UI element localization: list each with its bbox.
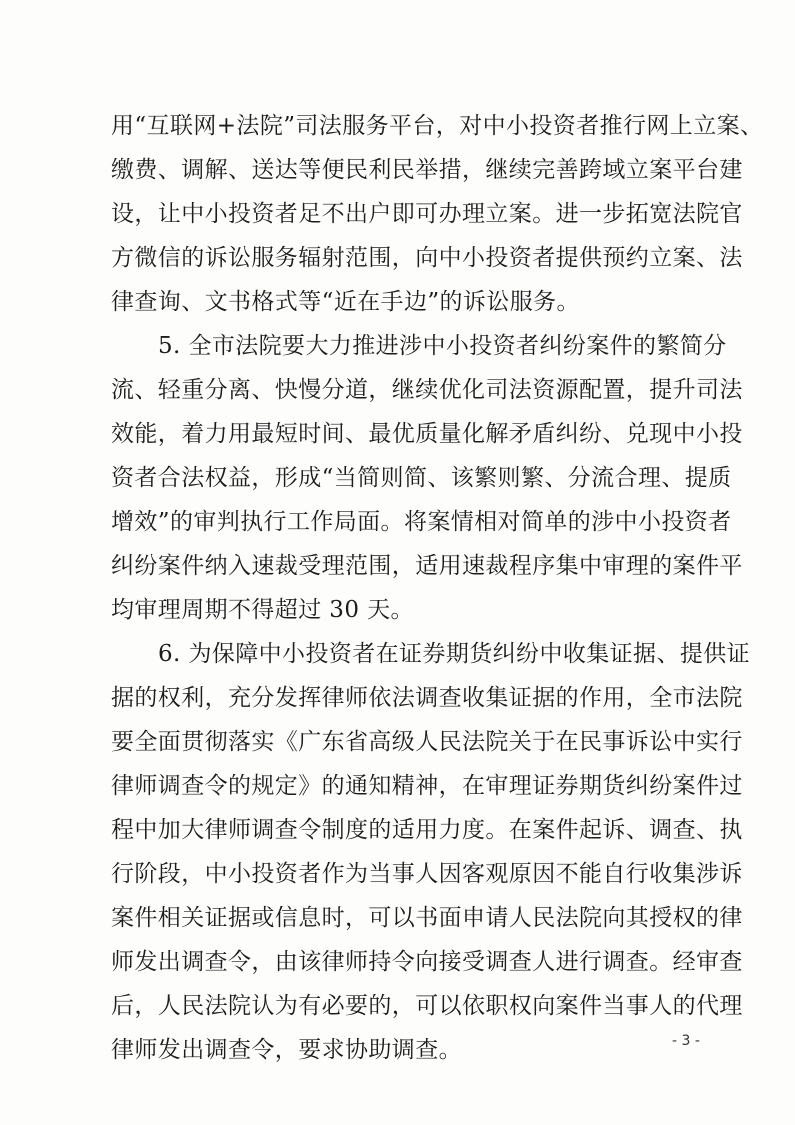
text-line-16: 律师调查令的规定》的通知精神，在审理证券期货纠纷案件过 <box>111 773 743 799</box>
text-line-20: 师发出调查令，由该律师持令向接受调查人进行调查。经审查 <box>111 949 743 975</box>
text-line-1: 用“互联网+法院”司法服务平台，对中小投资者推行网上立案、 <box>111 113 764 139</box>
text-line-11: 纠纷案件纳入速裁受理范围，适用速裁程序集中审理的案件平 <box>111 553 743 579</box>
text-line-9: 资者合法权益，形成“当简则简、该繁则繁、分流合理、提质 <box>111 465 732 491</box>
text-line-15: 要全面贯彻落实《广东省高级人民法院关于在民事诉讼中实行 <box>111 729 743 755</box>
text-line-4: 方微信的诉讼服务辐射范围，向中小投资者提供预约立案、法 <box>111 245 743 271</box>
text-line-22: 律师发出调查令，要求协助调查。 <box>111 1037 462 1063</box>
paragraph-6-line-1: 6. 为保障中小投资者在证券期货纠纷中收集证据、提供证 <box>158 641 751 667</box>
text-line-21: 后，人民法院认为有必要的，可以依职权向案件当事人的代理 <box>111 993 743 1019</box>
text-line-12: 均审理周期不得超过 30 天。 <box>111 597 414 623</box>
page-number: - 3 - <box>672 1033 700 1049</box>
text-line-2: 缴费、调解、送达等便民利民举措，继续完善跨域立案平台建 <box>111 157 743 183</box>
text-line-17: 程中加大律师调查令制度的适用力度。在案件起诉、调查、执 <box>111 817 743 843</box>
text-line-18: 行阶段，中小投资者作为当事人因客观原因不能自行收集涉诉 <box>111 861 743 887</box>
text-line-3: 设，让中小投资者足不出户即可办理立案。进一步拓宽法院官 <box>111 201 743 227</box>
text-line-8: 效能，着力用最短时间、最优质量化解矛盾纠纷、兑现中小投 <box>111 421 743 447</box>
text-line-14: 据的权利，充分发挥律师依法调查收集证据的作用，全市法院 <box>111 685 743 711</box>
text-line-5: 律查询、文书格式等“近在手边”的诉讼服务。 <box>111 289 580 315</box>
text-line-10: 增效”的审判执行工作局面。将案情相对简单的涉中小投资者 <box>111 509 732 535</box>
text-line-19: 案件相关证据或信息时，可以书面申请人民法院向其授权的律 <box>111 905 743 931</box>
text-line-7: 流、轻重分离、快慢分道，继续优化司法资源配置，提升司法 <box>111 377 743 403</box>
paragraph-5-line-1: 5. 全市法院要大力推进涉中小投资者纠纷案件的繁简分 <box>158 333 727 359</box>
